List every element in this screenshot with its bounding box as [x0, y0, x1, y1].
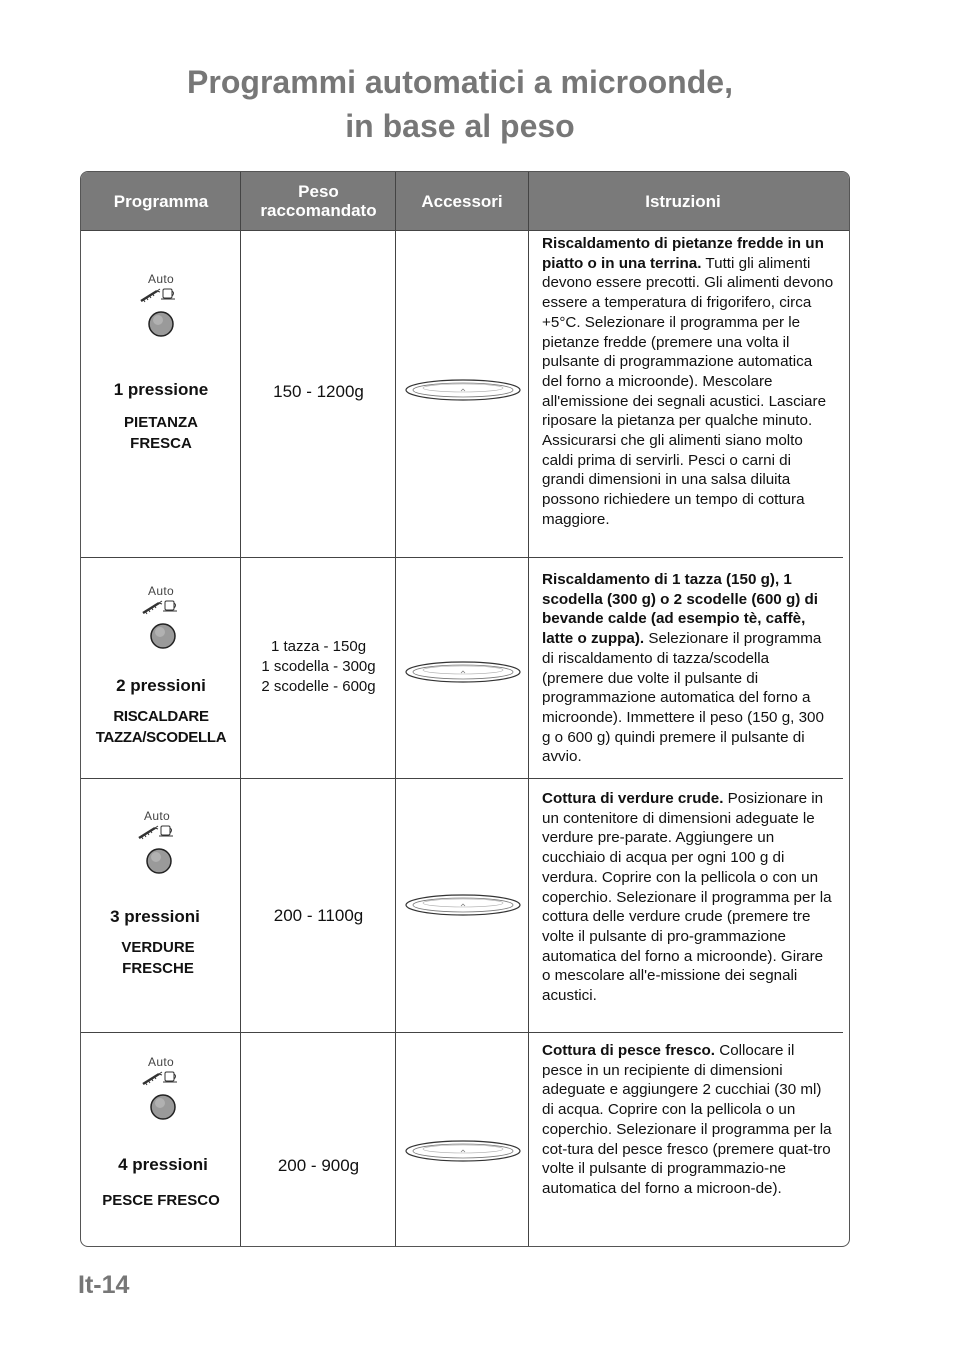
recommended-weight: 200 - 900g — [277, 1156, 360, 1175]
program-name-line2: FRESCA — [130, 435, 192, 452]
header-instructions: Istruzioni — [645, 191, 721, 211]
recommended-weight — [241, 637, 396, 697]
press-count: 4 pressioni — [118, 1155, 208, 1174]
header-accessories: Accessori — [421, 191, 503, 211]
auto-button-icon — [135, 822, 183, 879]
page-number: It-14 — [78, 1271, 130, 1299]
program-name-line2: TAZZA/SCODELLA — [95, 729, 227, 746]
instructions-heading: Riscaldamento di pietanze fredde in un piatto o in una terrina. — [542, 235, 824, 272]
program-name — [80, 937, 238, 979]
weight-option: 1 scodella - 300g — [261, 658, 376, 675]
table-row — [81, 1033, 849, 1246]
instructions-body: Collocare il pesce in un recipiente di dimensioni adeguate e aggiungere 2 cucchiai (30 ml) di acqua. Coprire con la pellicola o un coperchio. Selezionare il programma per la cot-tura del pesce fresco (premere quat-tro volte il pulsante di programmazio-ne automatica del forno a microon-de). — [542, 1042, 832, 1197]
table-row — [81, 779, 849, 1032]
header-weight — [241, 172, 396, 230]
auto-button-icon — [137, 285, 185, 342]
auto-label-text: Auto — [148, 272, 174, 286]
glass-tray-icon — [403, 1135, 523, 1172]
instructions-text — [542, 570, 834, 767]
auto-button-icon — [139, 597, 187, 654]
header-weight-line1: Peso — [298, 182, 339, 201]
table-header — [81, 172, 849, 231]
header-weight-line2: raccomandato — [260, 201, 377, 220]
auto-label-text: Auto — [148, 1055, 174, 1069]
page-title-line2: in base al peso — [345, 108, 575, 144]
program-name-line1: VERDURE — [121, 939, 195, 956]
program-name-line2: FRESCHE — [122, 960, 194, 977]
glass-tray-icon — [403, 656, 523, 693]
program-table — [80, 171, 850, 1247]
program-name-line1: RISCALDARE — [113, 708, 209, 725]
glass-tray-icon — [403, 374, 523, 411]
instructions-heading: Riscaldamento di 1 tazza (150 g), 1 scodella (300 g) o 2 scodelle (600 g) di bevande calde (ad esempio tè, caffè, latte o zuppa). — [542, 571, 819, 648]
instructions-text — [542, 234, 834, 530]
auto-label-text: Auto — [148, 584, 174, 598]
instructions-text — [542, 789, 834, 1006]
page-title — [0, 60, 920, 148]
page-title-line1: Programmi automatici a microonde, — [187, 64, 733, 100]
instructions-heading: Cottura di pesce fresco. — [542, 1042, 716, 1059]
program-name — [81, 412, 241, 454]
program-name — [81, 706, 241, 748]
program-name-line1: PIETANZA — [124, 414, 198, 431]
instructions-body: Posizionare in un contenitore di dimensioni adeguate le verdure pre-parate. Aggiungere un cucchiaio di acqua per ogni 100 g di verdura. Coprire con la pellicola o con un coperchio. Selezionare il programma per la cottura delle verdure crude (premere tre volte il pulsante di pro-grammazione automatica del forno a microonde). Girare o mescolare all'e-missione dei segnali acustici. — [542, 790, 832, 1005]
instructions-heading: Cottura di verdure crude. — [542, 790, 724, 807]
table-row — [81, 230, 849, 557]
instructions-text — [542, 1041, 834, 1199]
recommended-weight: 150 - 1200g — [273, 382, 364, 401]
instructions-body: Selezionare il programma di riscaldamento di tazza/scodella (premere due volte il pulsante di programmazione automatica del forno a microonde). Immettere il peso (150 g, 300 g o 600 g) quindi premere il pulsante di avvio. — [542, 630, 824, 766]
weight-option: 1 tazza - 150g — [270, 638, 367, 655]
program-name-line1: PESCE FRESCO — [102, 1192, 220, 1209]
program-name — [81, 1190, 241, 1211]
header-program: Programma — [113, 191, 209, 211]
press-count: 2 pressioni — [116, 676, 206, 695]
table-row — [81, 558, 849, 778]
auto-label-text: Auto — [144, 809, 170, 823]
press-count: 3 pressioni — [110, 907, 200, 926]
weight-option: 2 scodelle - 600g — [261, 678, 376, 695]
recommended-weight: 200 - 1100g — [273, 906, 364, 925]
press-count: 1 pressione — [113, 380, 209, 399]
instructions-body: Tutti gli alimenti devono essere precotti. Gli alimenti devono essere a temperatura di frigorifero, circa +5°C. Selezionare il programma per le pietanze fredde (premere una volta il pulsante di programmazione automatica del forno a microonde). Mescolare all'emissione dei segnali acustici. Lasciare riposare la pietanza per qualche minuto. Assicurarsi che gli alimenti siano molto caldi prima di servirli. Pesci o carni di grandi dimensioni in una salsa diluita possono richiedere un tempo di cottura maggiore. — [542, 254, 834, 528]
auto-button-icon — [139, 1068, 187, 1125]
glass-tray-icon — [403, 889, 523, 926]
